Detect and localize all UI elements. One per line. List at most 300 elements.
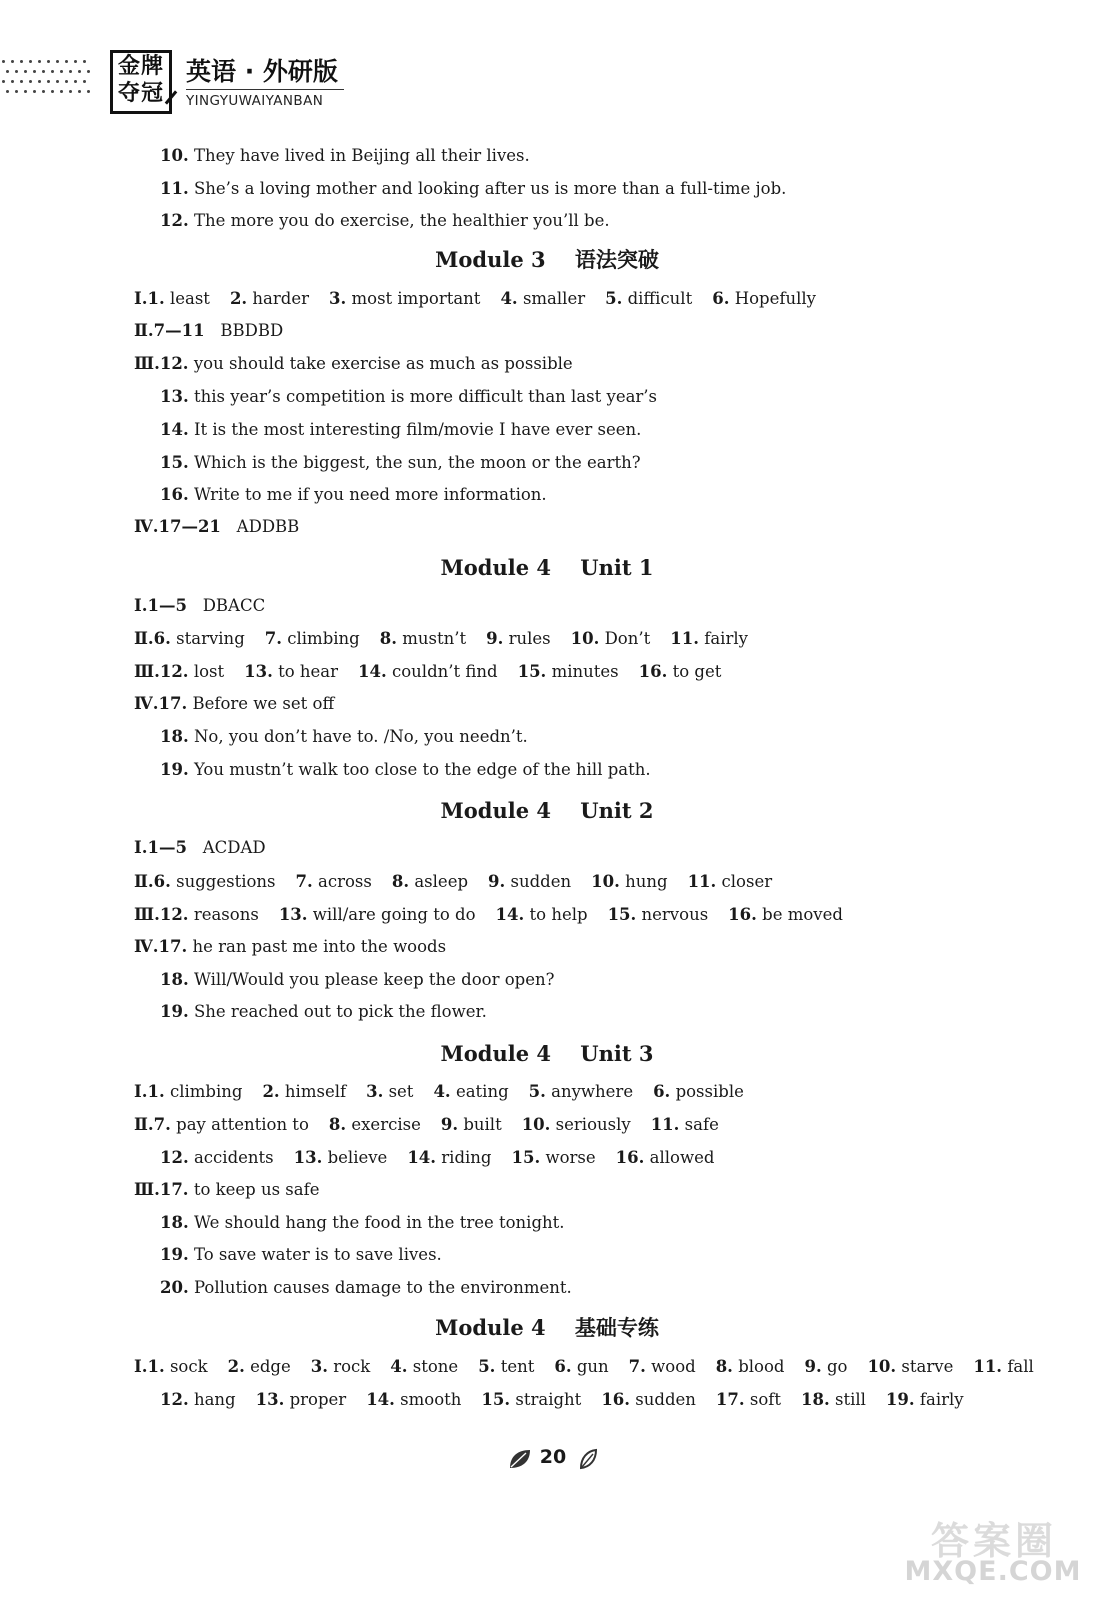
logo-top-text: 金牌	[117, 54, 164, 79]
answer-item	[358, 662, 498, 682]
roman-separator: .	[147, 872, 154, 891]
item-number: 17.	[159, 1180, 189, 1199]
answer-item	[160, 1390, 236, 1410]
roman-separator: .	[154, 662, 160, 681]
item-number: 4.	[500, 289, 518, 308]
item-text: eating	[455, 1082, 509, 1101]
answer-item	[158, 517, 299, 537]
item-number: 7—11	[153, 321, 205, 340]
answer-item	[886, 1390, 964, 1410]
item-number: 13.	[255, 1390, 285, 1409]
item-number: 16.	[728, 905, 757, 924]
answer-line	[160, 179, 786, 199]
answer-item	[147, 838, 265, 858]
item-number: 7.	[264, 629, 282, 648]
item-text: ADDBB	[236, 517, 300, 536]
item-number: 8.	[328, 1115, 347, 1134]
item-text: fairly	[704, 629, 748, 648]
section-heading: Module 4 基础专练	[435, 1315, 659, 1340]
answer-item	[160, 970, 554, 990]
item-text: closer	[721, 872, 773, 891]
item-text: starving	[176, 629, 245, 648]
item-number: 1.	[147, 1357, 165, 1376]
item-text: anywhere	[551, 1082, 634, 1101]
item-number: 12.	[160, 1390, 189, 1409]
answer-item	[651, 1115, 719, 1135]
item-text: exercise	[351, 1115, 421, 1134]
answer-item	[154, 629, 245, 649]
answer-item	[154, 321, 284, 341]
item-text: possible	[675, 1082, 744, 1101]
decor-dot	[87, 90, 90, 93]
item-text: fairly	[919, 1390, 964, 1409]
item-text: hang	[193, 1390, 236, 1409]
item-number: 11.	[973, 1357, 1003, 1376]
item-number: 16.	[615, 1148, 645, 1167]
answer-line	[160, 1213, 565, 1233]
item-number: 7.	[153, 1115, 171, 1134]
item-number: 6.	[153, 629, 171, 648]
item-text: gun	[576, 1357, 609, 1376]
decor-dot	[33, 90, 36, 93]
decor-dot	[65, 80, 68, 83]
site-watermark	[898, 1508, 1088, 1594]
answer-item	[605, 289, 692, 309]
item-text: hung	[625, 872, 668, 891]
answer-item	[804, 1357, 847, 1377]
decor-dot	[42, 70, 45, 73]
answer-item	[518, 662, 619, 682]
item-number: 1—5	[147, 838, 187, 857]
item-number: 12.	[159, 662, 189, 681]
answer-item	[160, 905, 259, 925]
answer-line	[134, 1180, 319, 1200]
answer-item	[160, 1002, 487, 1022]
item-text: wood	[651, 1357, 696, 1376]
item-text: fall	[1007, 1357, 1034, 1376]
answer-item	[366, 1082, 413, 1102]
item-number: 15.	[481, 1390, 511, 1409]
answer-item	[488, 872, 571, 892]
answer-item	[154, 1115, 309, 1135]
roman-separator: .	[154, 1180, 160, 1199]
item-number: 10.	[591, 872, 620, 891]
answer-item	[867, 1357, 953, 1377]
answer-item	[158, 937, 446, 957]
item-text: built	[463, 1115, 502, 1134]
item-text: Hopefully	[734, 289, 816, 308]
item-text: climbing	[169, 1082, 243, 1101]
answer-item	[529, 1082, 633, 1102]
item-number: 15.	[517, 662, 547, 681]
item-number: 14.	[495, 905, 525, 924]
answer-item	[265, 629, 360, 649]
answer-line	[160, 760, 651, 780]
answer-item	[512, 1148, 596, 1168]
item-text: asleep	[414, 872, 469, 891]
answer-line	[134, 872, 772, 892]
item-text: climbing	[287, 629, 360, 648]
answer-item	[407, 1148, 491, 1168]
watermark-url-text: MXQE.COM	[904, 1556, 1082, 1587]
roman-separator: .	[152, 937, 159, 956]
answer-item	[716, 1390, 781, 1410]
item-number: 18.	[160, 970, 189, 989]
item-number: 14.	[358, 662, 387, 681]
answer-item	[154, 872, 276, 892]
item-number: 7.	[295, 872, 313, 891]
item-text: Which is the biggest, the sun, the moon or the earth?	[193, 453, 641, 472]
item-number: 2.	[262, 1082, 280, 1101]
decor-dot	[2, 60, 5, 63]
decor-dot	[11, 60, 14, 63]
decor-dot	[56, 80, 59, 83]
item-text: himself	[284, 1082, 347, 1101]
leaf-icon	[578, 1448, 598, 1470]
answer-item	[160, 760, 651, 780]
answer-item	[329, 289, 480, 309]
answer-item	[591, 872, 667, 892]
item-number: 14.	[160, 420, 189, 439]
item-number: 12.	[160, 1148, 189, 1167]
item-text: blood	[738, 1357, 785, 1376]
item-text: mustn’t	[402, 629, 467, 648]
answer-line	[160, 1245, 442, 1265]
series-title: 英语 · 外研版	[186, 57, 338, 86]
item-number: 19.	[160, 1245, 189, 1264]
item-text: You mustn’t walk too close to the edge of the hill path.	[193, 760, 651, 779]
answer-line	[134, 1357, 1034, 1377]
answer-item	[160, 387, 657, 407]
item-text: starve	[901, 1357, 954, 1376]
decor-dot	[24, 70, 27, 73]
item-text: riding	[441, 1148, 492, 1167]
answer-item	[160, 1213, 565, 1233]
item-text: rock	[333, 1357, 371, 1376]
page-number: 20	[539, 1446, 567, 1468]
item-number: 4.	[390, 1357, 408, 1376]
section-heading: Module 4 Unit 3	[440, 1041, 654, 1066]
section-heading: Module 4 Unit 1	[440, 555, 654, 580]
decor-dot	[74, 60, 77, 63]
item-number: 8.	[379, 629, 397, 648]
answer-item	[688, 872, 773, 892]
item-text: suggestions	[176, 872, 276, 891]
item-number: 3.	[329, 289, 347, 308]
answer-item	[653, 1082, 744, 1102]
answer-item	[279, 905, 476, 925]
item-number: 5.	[528, 1082, 546, 1101]
item-text: believe	[327, 1148, 388, 1167]
item-number: 12.	[159, 905, 189, 924]
answer-item	[160, 354, 573, 374]
roman-separator: .	[141, 596, 148, 615]
item-text: be moved	[762, 905, 843, 924]
item-text: accidents	[193, 1148, 274, 1167]
answer-line	[134, 1115, 719, 1135]
item-number: 5.	[605, 289, 623, 308]
answer-item	[296, 872, 372, 892]
decor-dot	[65, 60, 68, 63]
answer-line	[160, 420, 641, 440]
item-number: 6.	[653, 1082, 671, 1101]
item-number: 3.	[310, 1357, 328, 1376]
roman-numeral: Ⅳ	[134, 937, 153, 956]
roman-separator: .	[154, 354, 160, 373]
answer-item	[311, 1357, 371, 1377]
answer-item	[158, 694, 334, 714]
roman-numeral: Ⅱ	[134, 321, 148, 340]
item-text: difficult	[627, 289, 693, 308]
roman-numeral: Ⅱ	[134, 1115, 148, 1134]
item-number: 16.	[638, 662, 668, 681]
answer-line	[134, 905, 843, 925]
answer-item	[160, 727, 528, 747]
item-text: set	[388, 1082, 414, 1101]
item-text: least	[169, 289, 210, 308]
item-number: 12.	[159, 354, 189, 373]
item-number: 12.	[160, 211, 189, 230]
answer-line	[134, 662, 721, 682]
item-number: 10.	[160, 146, 189, 165]
item-number: 7.	[628, 1357, 646, 1376]
answer-item	[244, 662, 338, 682]
answer-line	[160, 387, 657, 407]
header-dots-decoration	[2, 60, 94, 104]
answer-line	[134, 838, 266, 858]
item-number: 15.	[160, 453, 189, 472]
item-number: 9.	[488, 872, 506, 891]
roman-separator: .	[152, 694, 159, 713]
item-text: DBACC	[202, 596, 266, 615]
answer-item	[160, 453, 641, 473]
answer-item	[601, 1390, 696, 1410]
brand-logo	[110, 50, 172, 114]
item-text: reasons	[193, 905, 259, 924]
decor-dot	[33, 70, 36, 73]
answer-item	[728, 905, 843, 925]
item-number: 13.	[293, 1148, 323, 1167]
roman-separator: .	[147, 321, 154, 340]
answer-item	[380, 629, 466, 649]
answer-item	[160, 1148, 274, 1168]
item-text: She’s a loving mother and looking after us is more than a full-time job.	[193, 179, 787, 198]
logo-bottom-text: 夺冠	[117, 81, 164, 106]
decor-dot	[87, 70, 90, 73]
item-number: 6.	[554, 1357, 572, 1376]
item-number: 2.	[229, 289, 248, 308]
roman-numeral: Ⅰ	[134, 1357, 142, 1376]
roman-separator: .	[141, 289, 148, 308]
decor-dot	[38, 80, 41, 83]
answer-item	[554, 1357, 608, 1377]
item-number: 16.	[601, 1390, 631, 1409]
item-text: She reached out to pick the flower.	[193, 1002, 487, 1021]
answer-line	[160, 146, 530, 166]
item-number: 13.	[160, 387, 189, 406]
watermark-cn-text: 答案圈	[930, 1519, 1057, 1563]
item-text: sock	[169, 1357, 208, 1376]
leaf-icon	[508, 1448, 532, 1470]
item-text: BBDBD	[220, 321, 284, 340]
decor-dot	[47, 60, 50, 63]
answer-item	[481, 1390, 581, 1410]
answer-item	[500, 289, 585, 309]
decor-dot	[51, 70, 54, 73]
answer-item	[670, 629, 748, 649]
item-text: straight	[515, 1390, 582, 1409]
answer-item	[256, 1390, 347, 1410]
answer-item	[147, 289, 209, 309]
item-text: across	[318, 872, 372, 891]
decor-dot	[24, 90, 27, 93]
item-text: allowed	[649, 1148, 715, 1167]
decor-dot	[69, 90, 72, 93]
item-number: 10.	[521, 1115, 551, 1134]
item-number: 13.	[244, 662, 273, 681]
item-text: To save water is to save lives.	[193, 1245, 442, 1264]
item-text: he ran past me into the woods	[192, 937, 447, 956]
decor-dot	[83, 60, 86, 63]
answer-item	[486, 629, 551, 649]
decor-dot	[47, 80, 50, 83]
item-number: 17.	[715, 1390, 745, 1409]
item-text: ACDAD	[202, 838, 266, 857]
answer-item	[262, 1082, 346, 1102]
item-text: harder	[252, 289, 309, 308]
roman-separator: .	[152, 517, 159, 536]
answer-line	[160, 1278, 572, 1298]
item-number: 8.	[391, 872, 410, 891]
item-number: 1—5	[147, 596, 187, 615]
decor-dot	[78, 90, 81, 93]
roman-numeral: Ⅱ	[134, 872, 148, 891]
answer-line	[160, 1148, 714, 1168]
answer-line	[160, 1390, 964, 1410]
item-text: safe	[684, 1115, 719, 1134]
answer-line	[160, 970, 554, 990]
item-text: No, you don’t have to. /No, you needn’t.	[193, 727, 528, 746]
answer-item	[478, 1357, 534, 1377]
item-text: Will/Would you please keep the door open?	[193, 970, 555, 989]
item-text: to keep us safe	[193, 1180, 320, 1199]
item-number: 16.	[160, 485, 189, 504]
decor-dot	[38, 60, 41, 63]
item-text: soft	[749, 1390, 782, 1409]
decor-dot	[2, 80, 5, 83]
answer-line	[134, 937, 446, 957]
answer-item	[160, 211, 610, 231]
roman-numeral: Ⅲ	[134, 905, 155, 924]
item-text: tent	[500, 1357, 535, 1376]
item-text: Before we set off	[192, 694, 335, 713]
item-text: stone	[412, 1357, 459, 1376]
item-text: smooth	[400, 1390, 462, 1409]
item-text: edge	[250, 1357, 291, 1376]
decor-dot	[78, 70, 81, 73]
answer-line	[160, 211, 610, 231]
answer-item	[639, 662, 722, 682]
item-text: to hear	[278, 662, 339, 681]
item-number: 6.	[712, 289, 730, 308]
roman-numeral: Ⅲ	[134, 662, 155, 681]
item-text: minutes	[551, 662, 619, 681]
item-number: 14.	[366, 1390, 395, 1409]
answer-item	[801, 1390, 866, 1410]
decor-dot	[56, 60, 59, 63]
item-number: 3.	[366, 1082, 384, 1101]
item-text: seriously	[555, 1115, 631, 1134]
roman-numeral: Ⅰ	[134, 289, 142, 308]
answer-line	[160, 485, 547, 505]
decor-dot	[6, 90, 9, 93]
section-heading: Module 3 语法突破	[435, 247, 659, 272]
answer-line	[134, 1082, 744, 1102]
answer-line	[160, 727, 528, 747]
answer-item	[147, 596, 265, 616]
answer-item	[160, 485, 547, 505]
item-text: most important	[351, 289, 481, 308]
item-number: 20.	[160, 1278, 189, 1297]
item-number: 1.	[147, 289, 165, 308]
roman-numeral: Ⅳ	[134, 517, 153, 536]
item-text: to help	[529, 905, 588, 924]
answer-line	[134, 321, 283, 341]
item-number: 11.	[670, 629, 699, 648]
roman-numeral: Ⅲ	[134, 354, 155, 373]
page-footer	[508, 1444, 598, 1474]
item-number: 15.	[607, 905, 637, 924]
decor-dot	[20, 80, 23, 83]
answer-item	[160, 420, 641, 440]
answer-item	[973, 1357, 1033, 1377]
answer-item	[608, 905, 709, 925]
roman-numeral: Ⅱ	[134, 629, 148, 648]
header-divider	[186, 89, 344, 90]
answer-line	[160, 453, 641, 473]
decor-dot	[15, 70, 18, 73]
decor-dot	[42, 90, 45, 93]
answer-item	[522, 1115, 631, 1135]
answer-line	[134, 289, 816, 309]
item-number: 10.	[867, 1357, 897, 1376]
item-text: The more you do exercise, the healthier you’ll be.	[193, 211, 610, 230]
item-number: 9.	[486, 629, 504, 648]
item-number: 19.	[885, 1390, 915, 1409]
item-number: 17—21	[158, 517, 221, 536]
item-number: 11.	[160, 179, 189, 198]
item-text: It is the most interesting film/movie I have ever seen.	[193, 420, 642, 439]
item-number: 18.	[160, 727, 189, 746]
answer-line	[134, 517, 299, 537]
answer-line	[134, 629, 748, 649]
item-text: this year’s competition is more difficult than last year’s	[193, 387, 658, 406]
decor-dot	[74, 80, 77, 83]
roman-separator: .	[141, 838, 148, 857]
roman-separator: .	[147, 1115, 154, 1134]
answer-item	[716, 1357, 785, 1377]
item-number: 5.	[478, 1357, 496, 1376]
roman-separator: .	[141, 1082, 148, 1101]
decor-dot	[29, 60, 32, 63]
item-text: worse	[545, 1148, 596, 1167]
answer-item	[571, 629, 651, 649]
answer-line	[134, 694, 334, 714]
item-text: sudden	[635, 1390, 696, 1409]
item-text: sudden	[510, 872, 572, 891]
item-number: 8.	[715, 1357, 733, 1376]
item-number: 11.	[687, 872, 717, 891]
